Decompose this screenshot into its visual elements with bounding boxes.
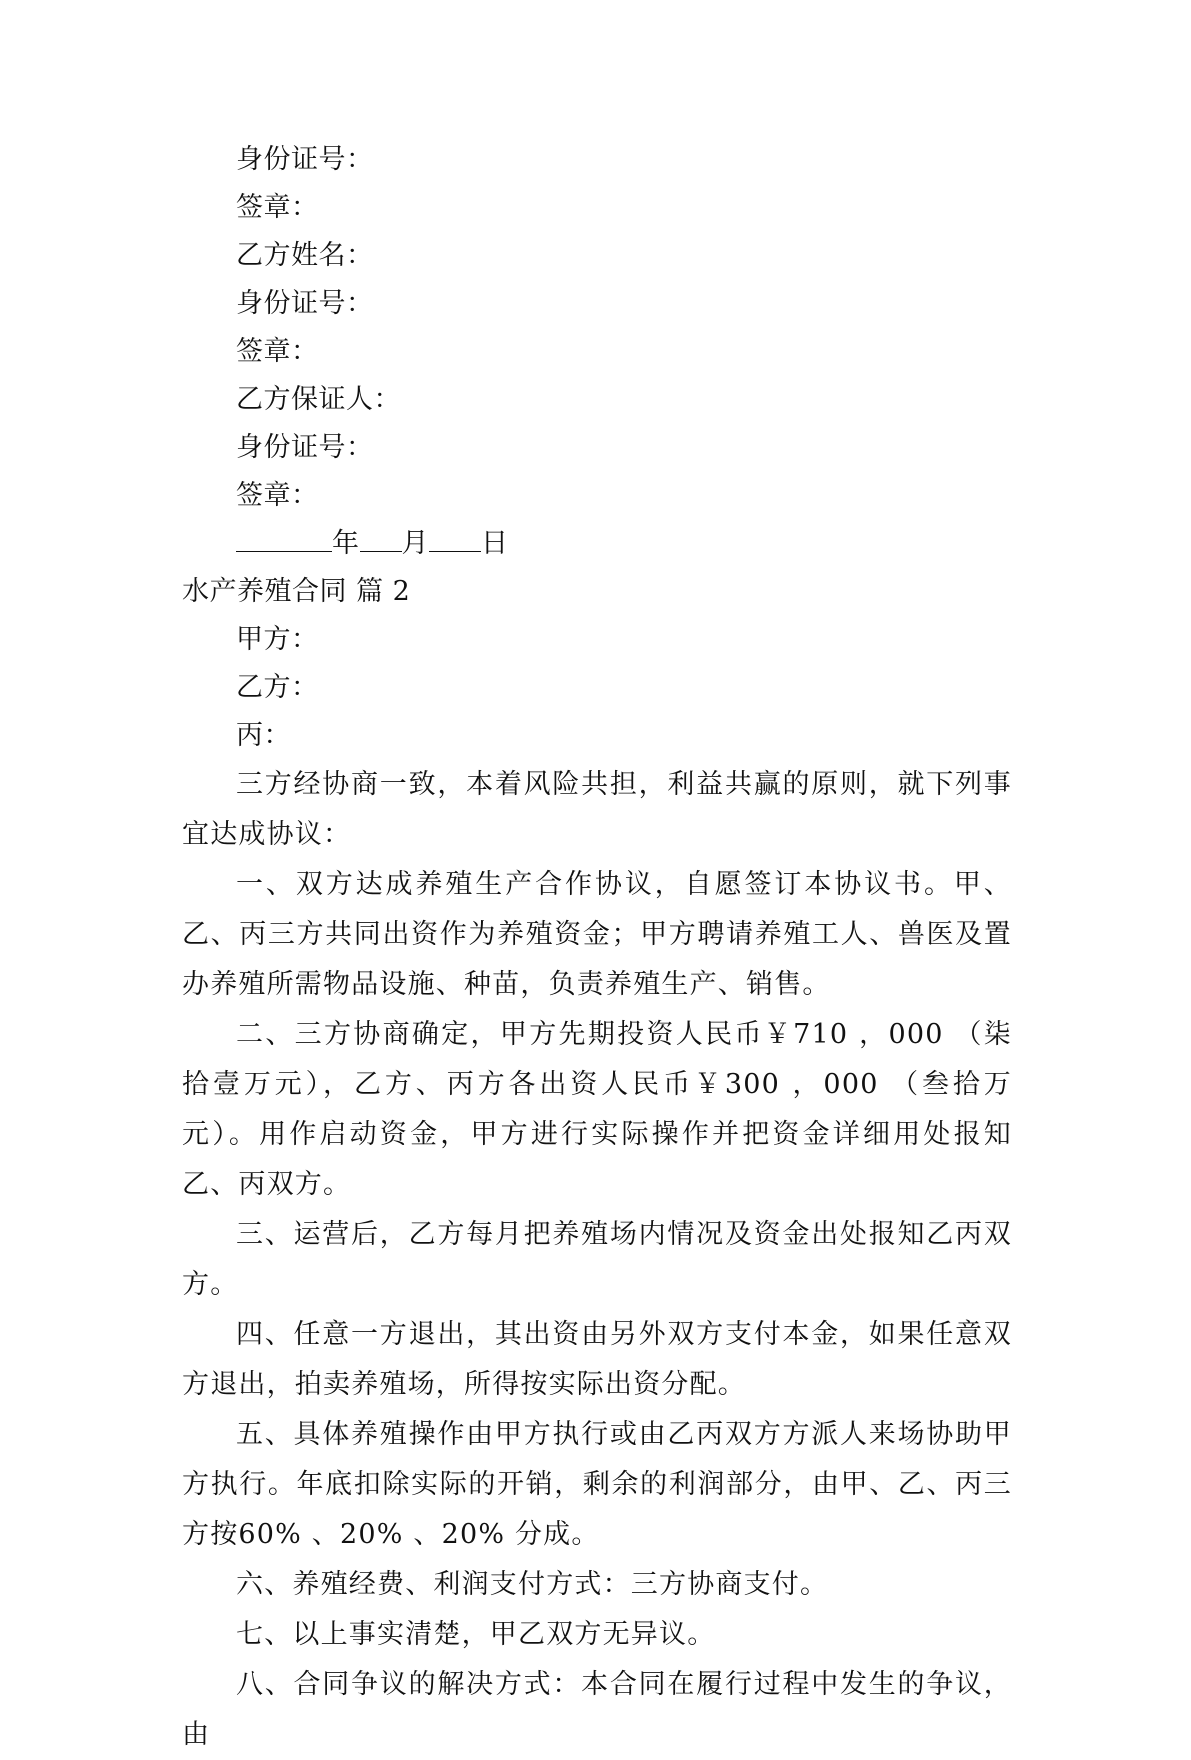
clause-6: 六、养殖经费、利润支付方式：三方协商支付。	[236, 1569, 829, 1600]
clause-2: 二、三方协商确定，甲方先期投资人民币￥710 ，000 （柒拾壹万元），乙方、丙方各出资人民币￥300 ，000 （叁拾万元）。用作启动资金，甲方进行实际操作并把资金详细用处报知乙、丙双方。	[182, 1019, 1012, 1200]
clause-8: 八、合同争议的解决方式：本合同在履行过程中发生的争议，由	[182, 1669, 1012, 1750]
clause-7: 七、以上事实清楚，甲乙双方无异议。	[236, 1619, 716, 1650]
month-label: 月	[401, 528, 429, 559]
day-label: 日	[481, 528, 509, 559]
intro-paragraph: 三方经协商一致，本着风险共担，利益共赢的原则，就下列事宜达成协议：	[182, 769, 1012, 850]
party-b-name-label: 乙方姓名：	[236, 240, 374, 271]
clause-1: 一、双方达成养殖生产合作协议，自愿签订本协议书。甲、乙、丙三方共同出资作为养殖资金；甲方聘请养殖工人、兽医及置办养殖所需物品设施、种苗，负责养殖生产、销售。	[182, 869, 1012, 1000]
document-content	[182, 136, 1012, 1760]
seal-label-1: 签章：	[236, 192, 319, 223]
party-c-label: 丙：	[236, 720, 291, 751]
seal-label-3: 签章：	[236, 480, 319, 511]
party-a-label: 甲方：	[236, 624, 319, 655]
year-label: 年	[332, 528, 360, 559]
year-blank	[236, 523, 332, 552]
date-line	[182, 520, 1012, 568]
id-number-label-2: 身份证号：	[236, 288, 374, 319]
id-number-label-1: 身份证号：	[236, 144, 374, 175]
party-b-label: 乙方：	[236, 672, 319, 703]
seal-label-2: 签章：	[236, 336, 319, 367]
clause-3: 三、运营后，乙方每月把养殖场内情况及资金出处报知乙丙双方。	[182, 1219, 1012, 1300]
clause-5: 五、具体养殖操作由甲方执行或由乙丙双方方派人来场协助甲方执行。年底扣除实际的开销，剩余的利润部分，由甲、乙、丙三方按60% 、20% 、20% 分成。	[182, 1419, 1012, 1550]
section-title: 水产养殖合同 篇 2	[182, 576, 411, 607]
clause-4: 四、任意一方退出，其出资由另外双方支付本金，如果任意双方退出，拍卖养殖场，所得按实际出资分配。	[182, 1319, 1012, 1400]
month-blank	[360, 523, 402, 552]
id-number-label-3: 身份证号：	[236, 432, 374, 463]
day-blank	[429, 523, 481, 552]
party-b-guarantor-label: 乙方保证人：	[236, 384, 401, 415]
